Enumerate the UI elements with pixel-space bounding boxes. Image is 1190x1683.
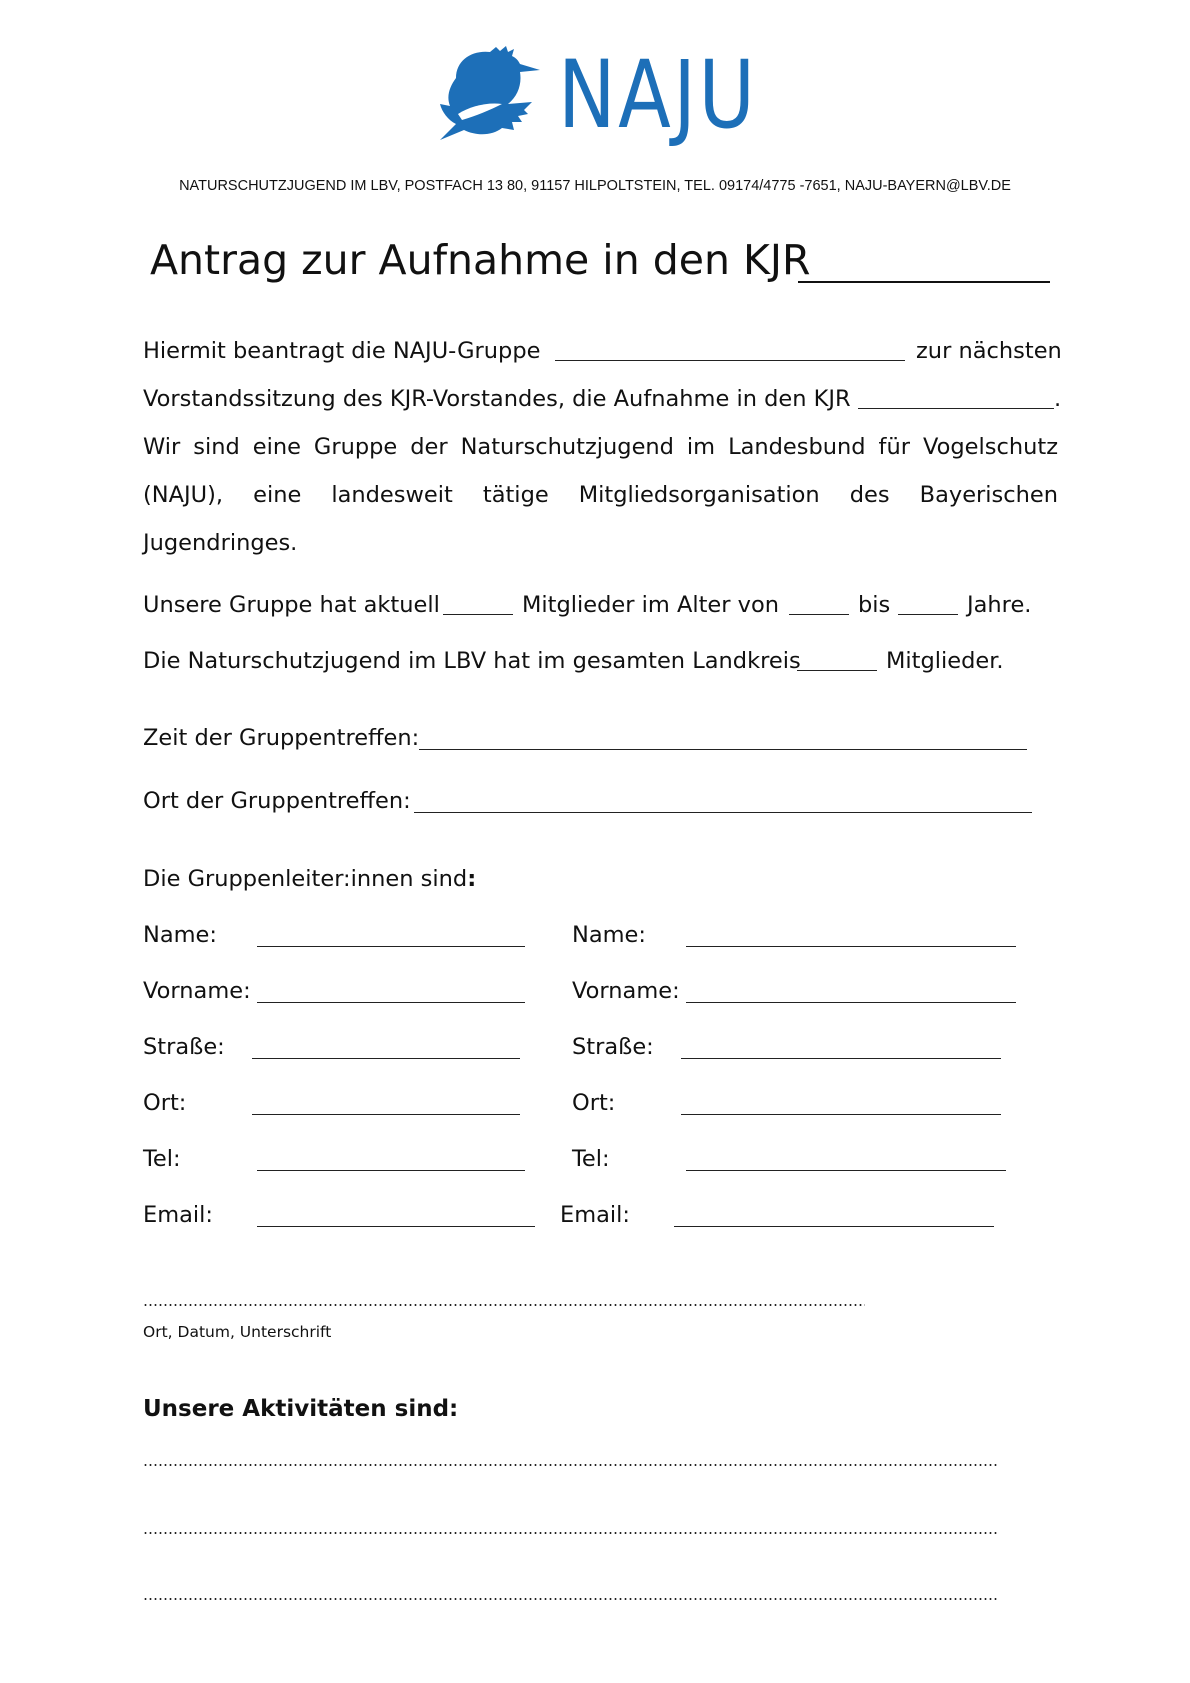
intro-line5: Jugendringes. xyxy=(143,530,298,556)
org-address: NATURSCHUTZJUGEND IM LBV, POSTFACH 13 80, 91157 HILPOLTSTEIN, TEL. 09174/4775 -7651, NAJU-BAYERN@LBV.DE xyxy=(179,178,1011,194)
leader1-email-blank[interactable] xyxy=(257,1226,535,1227)
members-text-a: Unsere Gruppe hat aktuell xyxy=(143,592,440,618)
intro-line1-end: zur nächsten xyxy=(916,338,1062,364)
leader2-name-blank[interactable] xyxy=(686,946,1016,947)
leader2-city-label: Ort: xyxy=(572,1090,616,1116)
activities-line-3[interactable] xyxy=(143,1598,999,1600)
leader1-phone-blank[interactable] xyxy=(257,1170,525,1171)
activities-heading: Unsere Aktivitäten sind: xyxy=(143,1396,459,1422)
leader2-firstname-label: Vorname: xyxy=(572,978,680,1004)
leader1-street-blank[interactable] xyxy=(252,1058,520,1059)
leader2-email-label: Email: xyxy=(560,1202,631,1228)
leader1-street-label: Straße: xyxy=(143,1034,225,1060)
members-text-b: Mitglieder im Alter von xyxy=(522,592,780,618)
leader1-city-blank[interactable] xyxy=(252,1114,520,1115)
kingfisher-bird-icon xyxy=(436,44,541,148)
group-name-blank[interactable] xyxy=(555,360,905,361)
title-blank-line[interactable] xyxy=(798,281,1050,283)
age-from-blank[interactable] xyxy=(789,614,849,615)
district-text-b: Mitglieder. xyxy=(886,648,1004,674)
district-count-blank[interactable] xyxy=(797,670,877,671)
leader1-email-label: Email: xyxy=(143,1202,214,1228)
leader1-name-label: Name: xyxy=(143,922,217,948)
member-count-blank[interactable] xyxy=(443,614,513,615)
signature-dotted-line[interactable] xyxy=(143,1304,865,1306)
leader2-street-label: Straße: xyxy=(572,1034,654,1060)
meeting-place-blank[interactable] xyxy=(414,812,1032,813)
kjr-name-blank[interactable] xyxy=(858,408,1054,409)
leader1-firstname-blank[interactable] xyxy=(257,1002,525,1003)
leader2-firstname-blank[interactable] xyxy=(686,1002,1016,1003)
leader2-street-blank[interactable] xyxy=(681,1058,1001,1059)
intro-line1-start: Hiermit beantragt die NAJU-Gruppe xyxy=(143,338,541,364)
page-title: Antrag zur Aufnahme in den KJR xyxy=(150,236,811,284)
intro-line3: Wir sind eine Gruppe der Naturschutzjugend im Landesbund für Vogelschutz xyxy=(143,434,1058,460)
district-text-a: Die Naturschutzjugend im LBV hat im gesamten Landkreis xyxy=(143,648,801,674)
leader2-name-label: Name: xyxy=(572,922,646,948)
leader1-name-blank[interactable] xyxy=(257,946,525,947)
leader1-phone-label: Tel: xyxy=(143,1146,181,1172)
meeting-place-label: Ort der Gruppentreffen: xyxy=(143,788,411,814)
leader2-phone-blank[interactable] xyxy=(686,1170,1006,1171)
leader2-city-blank[interactable] xyxy=(681,1114,1001,1115)
leaders-heading: Die Gruppenleiter:innen sind: xyxy=(143,866,477,892)
leader1-city-label: Ort: xyxy=(143,1090,187,1116)
members-text-c: bis xyxy=(858,592,891,618)
meeting-time-blank[interactable] xyxy=(419,749,1027,750)
signature-caption: Ort, Datum, Unterschrift xyxy=(143,1323,332,1341)
intro-line2-start: Vorstandssitzung des KJR-Vorstandes, die Aufnahme in den KJR xyxy=(143,386,851,412)
members-text-d: Jahre. xyxy=(967,592,1032,618)
intro-line2-end: . xyxy=(1054,386,1062,412)
leader1-firstname-label: Vorname: xyxy=(143,978,251,1004)
activities-line-2[interactable] xyxy=(143,1532,999,1534)
activities-line-1[interactable] xyxy=(143,1464,999,1466)
meeting-time-label: Zeit der Gruppentreffen: xyxy=(143,725,420,751)
logo-wordmark: NAJU xyxy=(558,41,758,150)
leader2-phone-label: Tel: xyxy=(572,1146,610,1172)
age-to-blank[interactable] xyxy=(898,614,958,615)
leader2-email-blank[interactable] xyxy=(674,1226,994,1227)
intro-line4: (NAJU), eine landesweit tätige Mitgliedsorganisation des Bayerischen xyxy=(143,482,1058,508)
